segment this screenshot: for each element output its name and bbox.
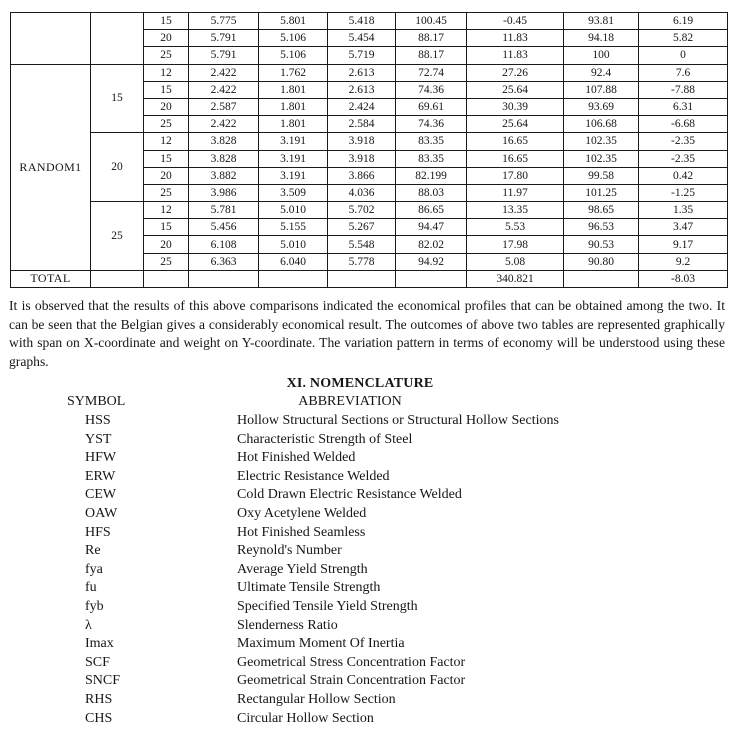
table-cell: 15 (144, 150, 189, 167)
table-cell: 5.454 (328, 30, 396, 47)
row-group-label (11, 13, 91, 65)
nomenclature-description: Maximum Moment Of Inertia (237, 636, 405, 652)
nomenclature-description: Rectangular Hollow Section (237, 691, 396, 707)
nomenclature-symbol: fu (85, 580, 97, 596)
nomenclature-symbol: YST (85, 431, 112, 447)
table-total-row (11, 270, 728, 287)
table-cell: 5.155 (259, 219, 328, 236)
nomenclature-description: Average Yield Strength (237, 561, 368, 577)
table-cell: 5.53 (467, 219, 564, 236)
table-cell: 3.986 (189, 184, 259, 201)
table-cell: 93.69 (564, 98, 639, 115)
table-cell: 3.828 (189, 150, 259, 167)
nomenclature-item (0, 562, 734, 581)
table-cell: -6.68 (639, 116, 728, 133)
table-cell: 74.36 (396, 116, 467, 133)
table-cell: 25.64 (467, 81, 564, 98)
table-cell (91, 270, 144, 287)
nomenclature-description: Cold Drawn Electric Resistance Welded (237, 487, 462, 503)
nomenclature-symbol: RHS (85, 691, 113, 707)
table-cell: 16.65 (467, 150, 564, 167)
table-cell: 0 (639, 47, 728, 64)
table-row (11, 13, 728, 30)
table-cell: 17.98 (467, 236, 564, 253)
table-cell: 5.82 (639, 30, 728, 47)
table-cell: 94.47 (396, 219, 467, 236)
table-cell: 2.584 (328, 116, 396, 133)
table-cell: 98.65 (564, 202, 639, 219)
table-cell: 5.801 (259, 13, 328, 30)
table-cell: 11.83 (467, 30, 564, 47)
table-cell: 83.35 (396, 133, 467, 150)
table-cell: 15 (144, 219, 189, 236)
table-cell (189, 270, 259, 287)
table-cell: 5.775 (189, 13, 259, 30)
nomenclature-item (0, 413, 734, 432)
table-cell: 3.918 (328, 150, 396, 167)
nomenclature-item (0, 580, 734, 599)
table-cell: 5.106 (259, 30, 328, 47)
nomenclature-item (0, 469, 734, 488)
table-cell: 6.108 (189, 236, 259, 253)
table-cell: 2.613 (328, 81, 396, 98)
table-cell: 0.42 (639, 167, 728, 184)
nomenclature-description: Circular Hollow Section (237, 710, 374, 726)
total-label: TOTAL (11, 270, 91, 287)
results-table (10, 12, 728, 288)
nomenclature-item (0, 599, 734, 618)
table-cell: 94.18 (564, 30, 639, 47)
nomenclature-symbol: SNCF (85, 673, 121, 689)
nomenclature-symbol: CHS (85, 710, 113, 726)
table-cell: 5.267 (328, 219, 396, 236)
table-cell: 11.97 (467, 184, 564, 201)
table-cell: 6.19 (639, 13, 728, 30)
table-cell: 15 (144, 81, 189, 98)
nomenclature-description: Electric Resistance Welded (237, 468, 390, 484)
nomenclature-item (0, 673, 734, 692)
nomenclature-description: Hot Finished Seamless (237, 524, 366, 540)
table-cell: -2.35 (639, 133, 728, 150)
table-cell: 5.781 (189, 202, 259, 219)
table-cell: 5.08 (467, 253, 564, 270)
table-cell: 3.509 (259, 184, 328, 201)
nomenclature-description: Geometrical Strain Concentration Factor (237, 673, 466, 689)
table-cell: 3.191 (259, 150, 328, 167)
table-cell: -2.35 (639, 150, 728, 167)
table-cell: 25 (144, 253, 189, 270)
table-cell: 100.45 (396, 13, 467, 30)
table-cell (259, 270, 328, 287)
nomenclature-symbol: ERW (85, 468, 116, 484)
table-cell: -1.25 (639, 184, 728, 201)
nomenclature-symbol: λ (85, 617, 92, 633)
table-cell: 25 (144, 184, 189, 201)
table-cell: 102.35 (564, 150, 639, 167)
nomenclature-description: Specified Tensile Yield Strength (237, 598, 418, 614)
subgroup-label (91, 13, 144, 65)
table-cell: 74.36 (396, 81, 467, 98)
nomenclature-symbol: CEW (85, 487, 117, 503)
nomenclature-item (0, 450, 734, 469)
table-cell: 5.010 (259, 202, 328, 219)
table-cell: 2.422 (189, 81, 259, 98)
nomenclature-item (0, 618, 734, 637)
table-cell (396, 270, 467, 287)
table-cell: 1.801 (259, 116, 328, 133)
table-cell: 20 (144, 30, 189, 47)
table-cell: 6.363 (189, 253, 259, 270)
table-cell: -0.45 (467, 13, 564, 30)
table-cell: 88.03 (396, 184, 467, 201)
table-cell: 90.80 (564, 253, 639, 270)
table-cell: 17.80 (467, 167, 564, 184)
nomenclature-description: Oxy Acetylene Welded (237, 505, 367, 521)
table-row (11, 133, 728, 150)
table-cell: 3.191 (259, 167, 328, 184)
table-cell: 340.821 (467, 270, 564, 287)
table-cell: 6.040 (259, 253, 328, 270)
table-cell: 5.418 (328, 13, 396, 30)
nomenclature-symbol: HSS (85, 413, 111, 428)
table-cell: 20 (144, 236, 189, 253)
nomenclature-description: Geometrical Stress Concentration Factor (237, 654, 466, 670)
table-cell: 2.422 (189, 64, 259, 81)
nomenclature-description: Characteristic Strength of Steel (237, 431, 413, 447)
nomenclature-symbol: fya (85, 561, 103, 577)
table-cell (564, 270, 639, 287)
table-cell: 11.83 (467, 47, 564, 64)
table-cell: 88.17 (396, 30, 467, 47)
table-row (11, 202, 728, 219)
table-row (11, 64, 728, 81)
nomenclature-item (0, 711, 734, 729)
table-cell: -7.88 (639, 81, 728, 98)
table-cell: 5.106 (259, 47, 328, 64)
table-cell: 5.719 (328, 47, 396, 64)
row-group-label: RANDOM1 (11, 64, 91, 270)
table-cell: 1.801 (259, 98, 328, 115)
nomenclature-symbol: HFW (85, 450, 117, 466)
nomenclature-item (0, 506, 734, 525)
table-cell: 102.35 (564, 133, 639, 150)
table-cell: 3.191 (259, 133, 328, 150)
table-cell: 3.882 (189, 167, 259, 184)
subgroup-label: 25 (91, 202, 144, 271)
table-cell: 2.613 (328, 64, 396, 81)
table-cell: 5.778 (328, 253, 396, 270)
abbreviation-column-header: ABBREVIATION (298, 394, 402, 409)
table-cell: 13.35 (467, 202, 564, 219)
table-cell: 106.68 (564, 116, 639, 133)
table-cell: 94.92 (396, 253, 467, 270)
table-cell: 20 (144, 98, 189, 115)
table-cell: 30.39 (467, 98, 564, 115)
nomenclature-item (0, 692, 734, 711)
nomenclature-description: Reynold's Number (237, 543, 342, 559)
table-cell: 12 (144, 133, 189, 150)
table-cell: 20 (144, 167, 189, 184)
table-cell: 3.918 (328, 133, 396, 150)
table-cell: 5.456 (189, 219, 259, 236)
nomenclature-symbol: Imax (85, 636, 114, 652)
nomenclature-description: Hollow Structural Sections or Structural Hollow Sections (237, 413, 559, 428)
table-cell: 5.010 (259, 236, 328, 253)
table-cell: 2.424 (328, 98, 396, 115)
nomenclature-item (0, 487, 734, 506)
table-cell: 92.4 (564, 64, 639, 81)
table-cell (144, 270, 189, 287)
table-cell: 4.036 (328, 184, 396, 201)
table-cell: 5.548 (328, 236, 396, 253)
nomenclature-item (0, 543, 734, 562)
table-cell: 7.6 (639, 64, 728, 81)
table-cell: 2.422 (189, 116, 259, 133)
table-cell (328, 270, 396, 287)
table-cell: 3.866 (328, 167, 396, 184)
nomenclature-item (0, 432, 734, 451)
table-cell: 2.587 (189, 98, 259, 115)
table-cell: 3.47 (639, 219, 728, 236)
table-cell: 25 (144, 47, 189, 64)
table-cell: 27.26 (467, 64, 564, 81)
table-cell: 69.61 (396, 98, 467, 115)
table-cell: 72.74 (396, 64, 467, 81)
table-cell: 100 (564, 47, 639, 64)
subgroup-label: 15 (91, 64, 144, 133)
nomenclature-item (0, 525, 734, 544)
symbol-column-header: SYMBOL (67, 394, 126, 409)
table-cell: 5.791 (189, 30, 259, 47)
subgroup-label: 20 (91, 133, 144, 202)
table-cell: 99.58 (564, 167, 639, 184)
table-cell: 101.25 (564, 184, 639, 201)
nomenclature-item (0, 636, 734, 655)
table-cell: 1.762 (259, 64, 328, 81)
table-cell: 5.702 (328, 202, 396, 219)
table-cell: 1.35 (639, 202, 728, 219)
table-cell: 93.81 (564, 13, 639, 30)
nomenclature-symbol: OAW (85, 505, 118, 521)
table-cell: 25 (144, 116, 189, 133)
nomenclature-item (0, 655, 734, 674)
table-cell: 3.828 (189, 133, 259, 150)
body-paragraph: It is observed that the results of this above comparisons indicated the economical profiles that can be obtained among the two. It can be seen that the Belgian gives a considerably economical result. The outcomes of above two tables are represented graphically with span on X-coordinate and weight on Y-coordinate. The variation pattern in terms of economy will be understood using these graphs. (9, 298, 725, 369)
nomenclature-column-headers (0, 394, 734, 413)
table-cell: 9.17 (639, 236, 728, 253)
table-cell: 83.35 (396, 150, 467, 167)
table-cell: 90.53 (564, 236, 639, 253)
table-cell: 25.64 (467, 116, 564, 133)
table-cell: -8.03 (639, 270, 728, 287)
nomenclature-symbol: HFS (85, 524, 111, 540)
table-cell: 107.88 (564, 81, 639, 98)
nomenclature-symbol: Re (85, 543, 101, 559)
table-cell: 12 (144, 64, 189, 81)
table-cell: 15 (144, 13, 189, 30)
table-cell: 82.02 (396, 236, 467, 253)
table-cell: 16.65 (467, 133, 564, 150)
nomenclature-list (0, 413, 734, 729)
table-cell: 5.791 (189, 47, 259, 64)
table-cell: 86.65 (396, 202, 467, 219)
table-cell: 82.199 (396, 167, 467, 184)
table-cell: 6.31 (639, 98, 728, 115)
nomenclature-heading: XI. NOMENCLATURE (286, 376, 434, 391)
nomenclature-description: Hot Finished Welded (237, 450, 356, 466)
nomenclature-description: Slenderness Ratio (237, 617, 338, 633)
table-cell: 88.17 (396, 47, 467, 64)
table-cell: 12 (144, 202, 189, 219)
table-cell: 1.801 (259, 81, 328, 98)
table-cell: 9.2 (639, 253, 728, 270)
nomenclature-description: Ultimate Tensile Strength (237, 580, 381, 596)
nomenclature-symbol: SCF (85, 654, 110, 670)
results-table-body (11, 13, 728, 288)
nomenclature-symbol: fyb (85, 598, 104, 614)
table-cell: 96.53 (564, 219, 639, 236)
